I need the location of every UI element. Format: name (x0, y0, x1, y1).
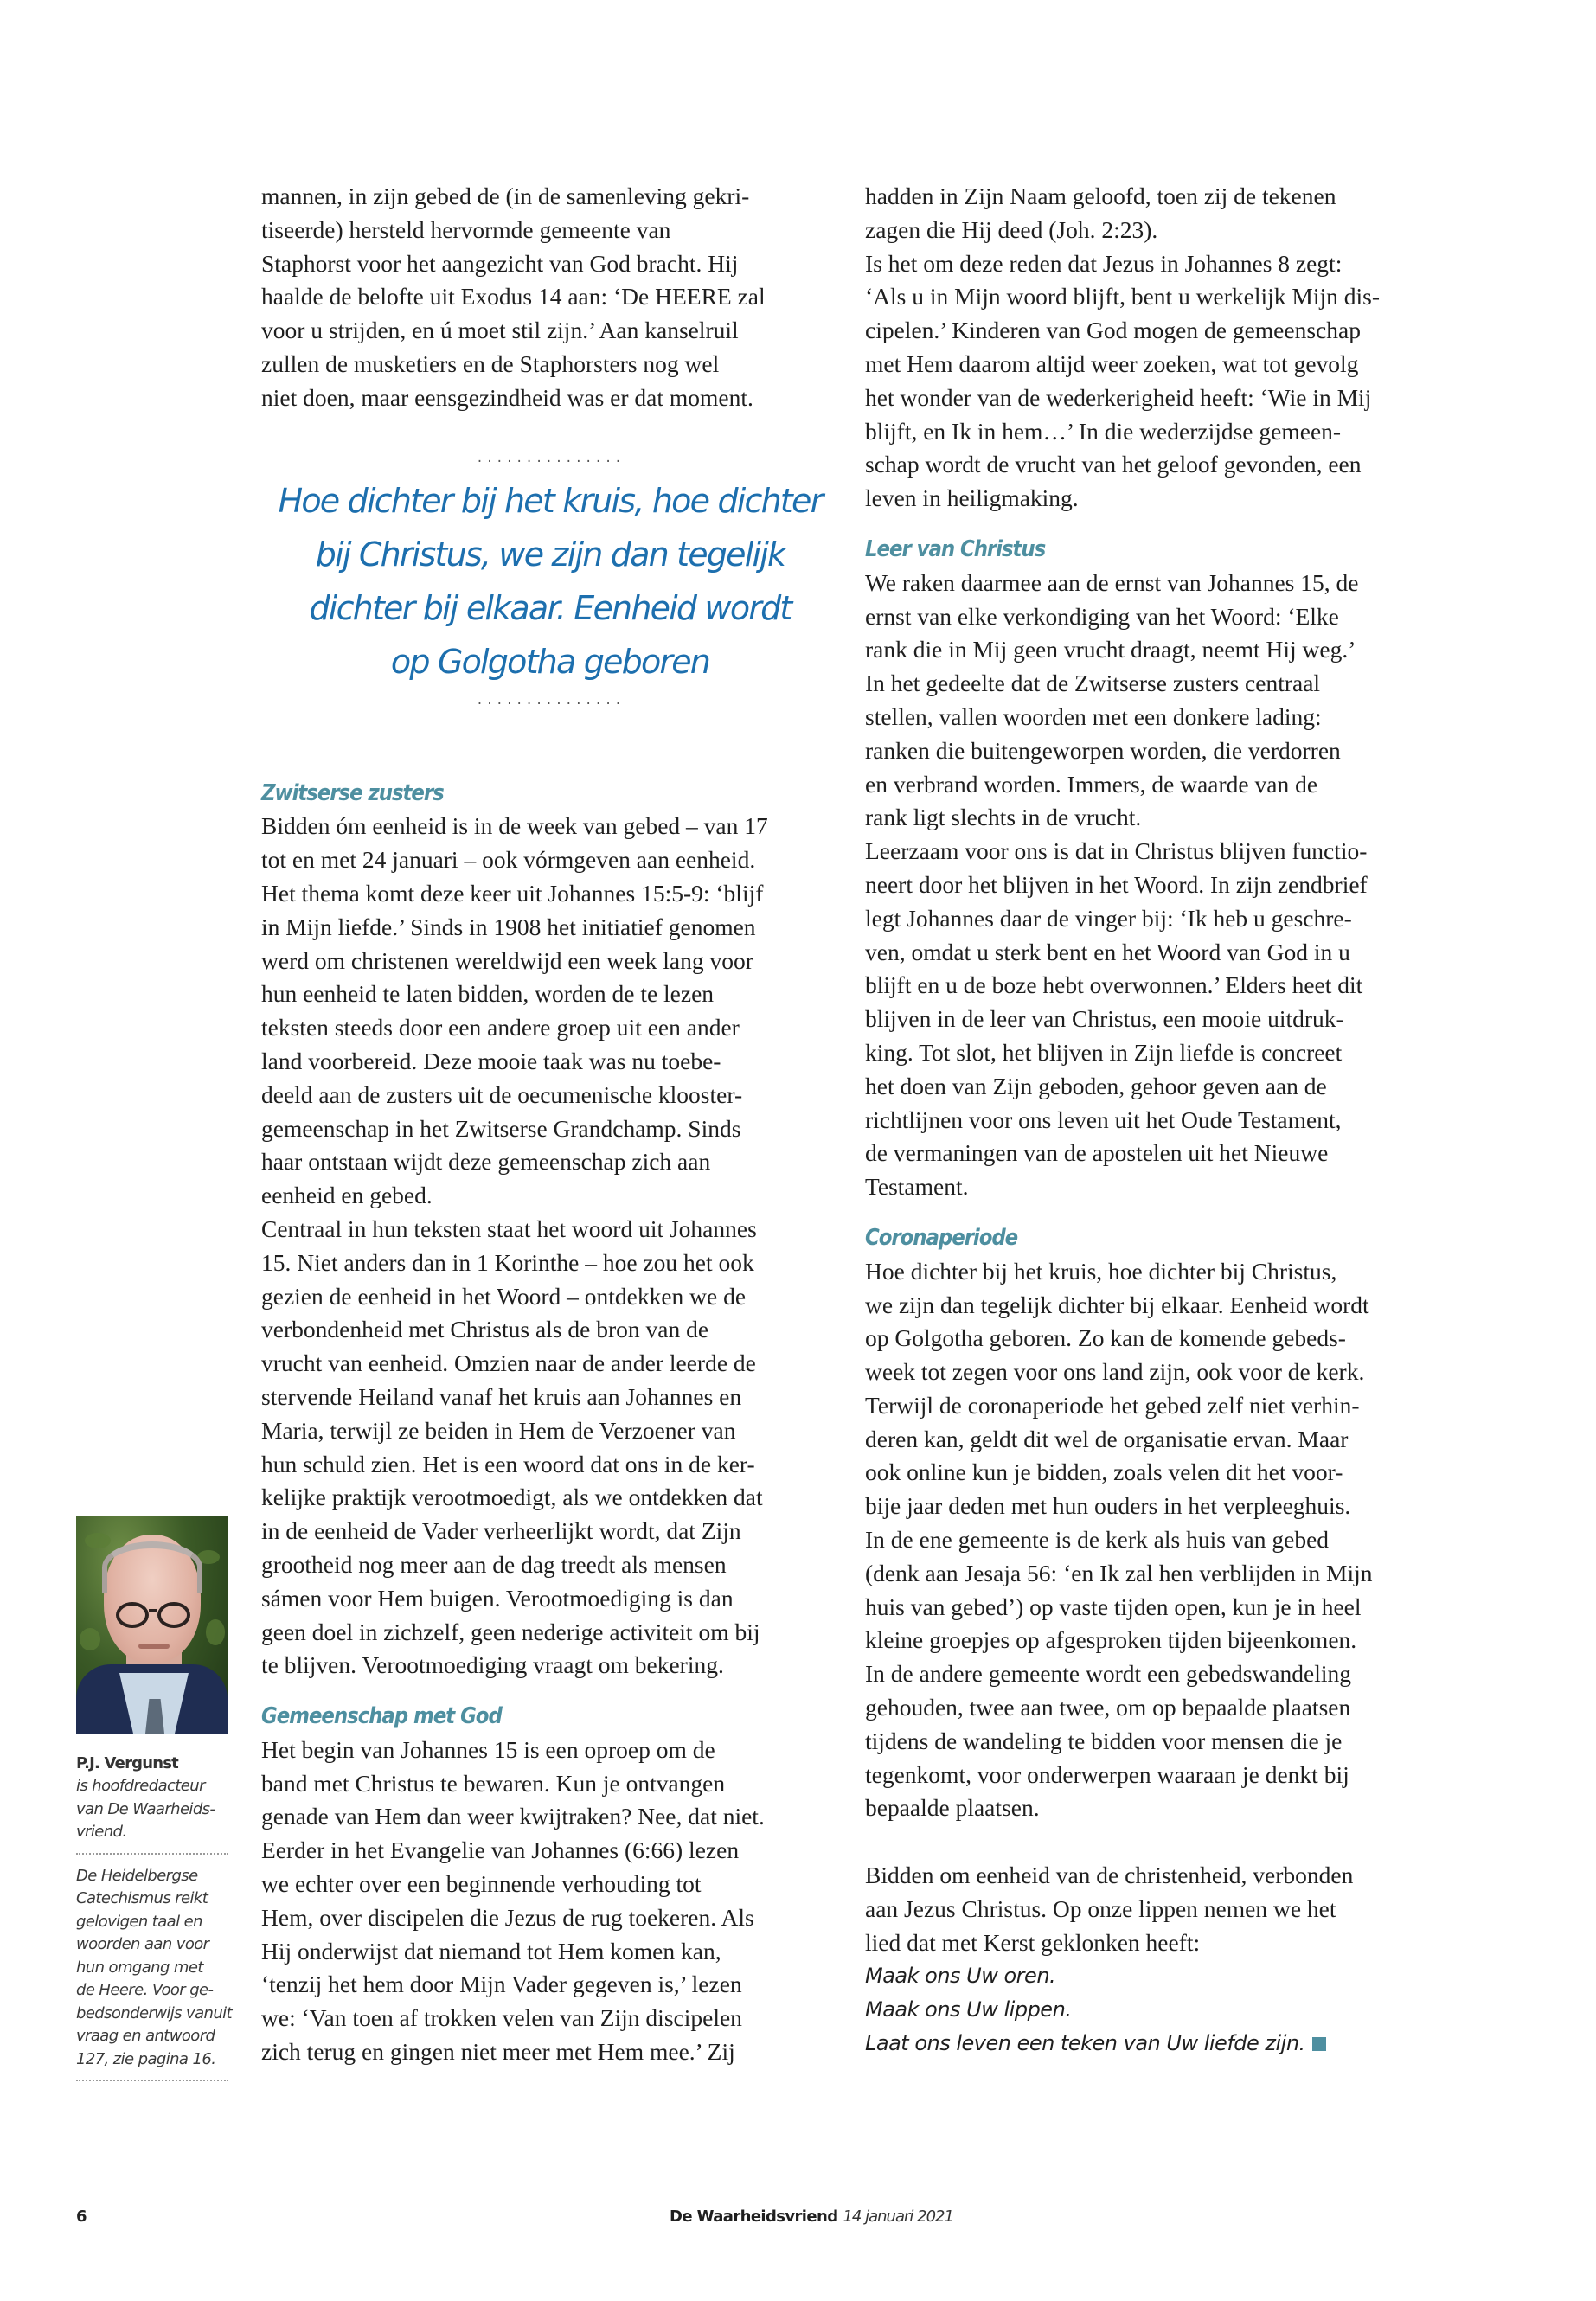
author-bio: is hoofdredacteur van De Waarheids- vriend. (76, 1777, 215, 1841)
intro-paragraph: mannen, in zijn gebed de (in de samenleving gekri- tiseerde) hersteld hervormde gemeente van Staphorst voor het aangezicht van God bracht. Hij haalde de belofte uit Exodus 14 aan: ‘De HEERE zal voor u strijden, en ú moet stil zijn.’ Aan kanselruil zullen de musketiers en de Staphorsters nog wel niet doen, maar eensgezindheid was er dat moment. (261, 183, 766, 411)
section-body-zwitserse-zusters: Bidden óm eenheid is in de week van gebed – van 17 tot en met 24 januari – ook vórmgeven aan eenheid. Het thema komt deze keer uit Johannes 15:5-9: ‘blijf in Mijn liefde.’ Sinds in 1908 het initiatief genomen werd om christenen wereldwijd een week lang voor hun eenheid te laten bidden, worden de te lezen teksten steeds door een andere groep uit een ander land voorbereid. Deze mooie taak was nu toebe- deeld aan de zusters uit de oecumenische klooster- gemeenschap in het Zwitserse Grandchamp. Sinds haar ontstaan wijdt deze gemeenschap zich aan eenheid en gebed. Centraal in hun teksten staat het woord uit Johannes 15. Niet anders dan in 1 Korinthe – hoe zou het ook gezien de eenheid in het Woord – ontdekken we de verbondenheid met Christus als de bron van de vrucht van eenheid. Omzien naar de ander leerde de stervende Heiland vanaf het kruis aan Johannes en Maria, terwijl ze beiden in Hem de Verzoener van hun schuld zien. Het is een woord dat ons in de ker- kelijke praktijk verootmoedigt, als we ontdekken dat in de eenheid de Vader verheerlijkt wordt, dat Zijn grootheid nog meer aan de dag treedt als mensen sámen voor Hem buigen. Verootmoediging is dan geen doel in zichzelf, geen nederige activiteit om bij te blijven. Verootmoediging vraagt om bekering. (261, 812, 768, 1679)
issue-date: 14 januari 2021 (843, 2208, 953, 2226)
continuation-paragraph: hadden in Zijn Naam geloofd, toen zij de tekenen zagen die Hij deed (Joh. 2:23). Is het om deze reden dat Jezus in Johannes 8 zegt: ‘Als u in Mijn woord blijft, bent u werkelijk Mijn dis- cipelen.’ Kinderen van God mogen de gemeenschap met Hem daarom altijd weer zoeken, wat tot gevolg het wonder van de wederkerigheid heeft: ‘Wie in Mij blijft, en Ik in hem…’ In die wederzijdse gemeen- schap wordt de vrucht van het geloof gevonden, een leven in heiligmaking. (865, 183, 1381, 512)
page-footer (76, 2208, 1460, 2234)
publication-name: De Waarheidsvriend (670, 2208, 838, 2226)
author-photo (76, 1516, 228, 1734)
article-column-right (865, 180, 1462, 2061)
article-column-left (261, 180, 839, 2069)
page-number: 6 (76, 2208, 87, 2226)
section-body-gemeenschap-met-god: Het begin van Johannes 15 is een oproep om de band met Christus te bewaren. Kun je ontvangen genade van Hem dan weer kwijtraken? Nee, dat niet. Eerder in het Evangelie van Johannes (6:66) lezen we echter over een beginnende verhouding tot Hem, over discipelen die Jezus de rug toekeren. Als Hij onderwijst dat niemand tot Hem komen kan, ‘tenzij het hem door Mijn Vader gegeven is,’ lezen we: ‘Van toen af trokken velen van Zijn discipelen zich terug en gingen niet meer met Hem mee.’ Zij (261, 1735, 765, 2066)
section-heading-zwitserse-zusters: Zwitserse zusters (261, 779, 444, 806)
catechism-note: De Heidelbergse Catechismus reikt gelovigen taal en woorden aan voor hun omgang met de Heere. Voor ge- bedsonderwijs vanuit vraag en antwoord 127, zie pagina 16. (76, 1866, 233, 2068)
pull-quote-text: Hoe dichter bij het kruis, hoe dichter bij Christus, we zijn dan tegelijk dichter bij elkaar. Eenheid wordt op Golgotha geboren (278, 481, 823, 681)
sidebar-divider-bottom (76, 2080, 228, 2081)
closing-paragraph: Bidden om eenheid van de christenheid, verbonden aan Jezus Christus. Op onze lippen nemen we het lied dat met Kerst geklonken heeft: (865, 1862, 1354, 1956)
end-of-article-square-icon (1312, 2037, 1326, 2051)
section-body-coronaperiode: Hoe dichter bij het kruis, hoe dichter bij Christus, we zijn dan tegelijk dichter bij elkaar. Eenheid wordt op Golgotha geboren. Zo kan de komende gebeds- week tot zegen voor ons land zijn, ook voor de kerk. Terwijl de coronaperiode het gebed zelf niet verhin- deren kan, geldt dit wel de organisatie ervan. Maar ook online kun je bidden, zoals velen dit het voor- bije jaar deden met hun ouders in het verpleeghuis. In de ene gemeente is de kerk als huis van gebed (denk aan Jesaja 56: ‘en Ik zal hen verblijden in Mijn huis van gebed’) op vaste tijden open, kun je in heel kleine groepjes op afgesproken tijden bijeenkomen. In de andere gemeente wordt een gebedswandeling gehouden, twee aan twee, om op bepaalde plaatsen tijdens de wandeling te bidden voor mensen die je tegenkomt, voor onderwerpen waaraan je denkt bij bepaalde plaatsen. (865, 1257, 1373, 1822)
author-name: P.J. Vergunst (76, 1754, 178, 1772)
section-body-leer-van-christus: We raken daarmee aan de ernst van Johannes 15, de ernst van elke verkondiging van het Woord: ‘Elke rank die in Mij geen vrucht draagt, neemt Hij weg.’ In het gedeelte dat de Zwitserse zusters centraal stellen, vallen woorden met een donkere lading: ranken die buitengeworpen worden, die verdorren en verbrand worden. Immers, de waarde van de rank ligt slechts in de vrucht. Leerzaam voor ons is dat in Christus blijven functio- neert door het blijven in het Woord. In zijn zendbrief legt Johannes daar de vinger bij: ‘Ik heb u geschre- ven, omdat u sterk bent en het Woord van God in u blijft en u de boze hebt overwonnen.’ Elders heet dit blijven in de leer van Christus, een mooie uitdruk- king. Tot slot, het blijven in Zijn liefde is concreet het doen van Zijn geboden, gehoor geven aan de richtlijnen voor ons leven uit het Oude Testament, de vermaningen van de apostelen uit het Nieuwe Testament. (865, 568, 1368, 1201)
song-lyrics: Maak ons Uw oren. Maak ons Uw lippen. Laat ons leven een teken van Uw liefde zijn. (865, 1959, 1462, 2060)
author-sidebar (76, 1516, 233, 2092)
section-heading-leer-van-christus: Leer van Christus (865, 535, 1046, 562)
pull-quote (261, 450, 839, 709)
section-heading-coronaperiode: Coronaperiode (865, 1224, 1018, 1251)
sidebar-divider (76, 1853, 228, 1855)
publication-footer (670, 2208, 953, 2226)
pull-quote-top-divider: ............... (476, 451, 625, 465)
pull-quote-bottom-divider: ............... (476, 693, 625, 708)
section-heading-gemeenschap-met-god: Gemeenschap met God (261, 1703, 502, 1730)
